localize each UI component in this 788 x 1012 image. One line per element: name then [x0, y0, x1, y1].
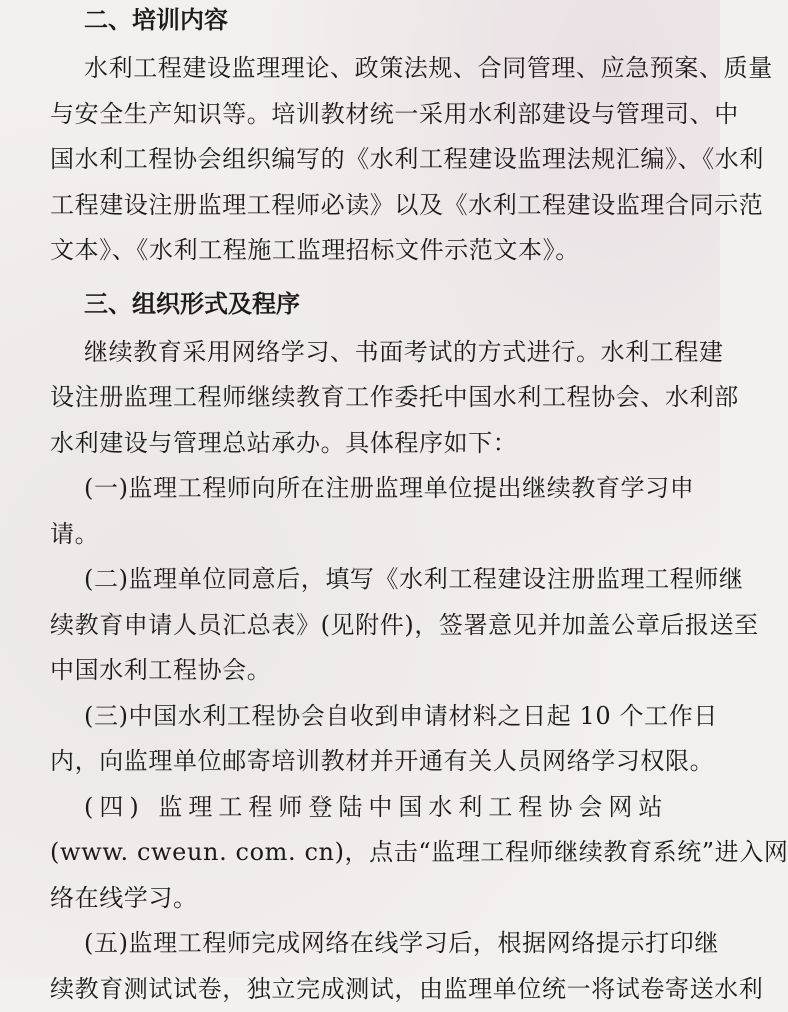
text-line: 文本》、《水利工程施工监理招标文件示范文本》。	[50, 228, 690, 274]
text-line: (四) 监理工程师登陆中国水利工程协会网站	[50, 785, 690, 831]
text-line: 国水利工程协会组织编写的《水利工程建设监理法规汇编》、《水利	[50, 137, 690, 183]
text-line: (www. cweun. com. cn)，点击“监理工程师继续教育系统”进入网	[50, 830, 690, 876]
section-heading-organization: 三、组织形式及程序	[50, 284, 690, 324]
paragraph-step-4	[50, 785, 690, 922]
text-line: 续教育测试试卷，独立完成测试，由监理单位统一将试卷寄送水利	[50, 967, 690, 1012]
text-line: 设注册监理工程师继续教育工作委托中国水利工程协会、水利部	[50, 375, 690, 421]
text-line: (五)监理工程师完成网络在线学习后，根据网络提示打印继	[50, 921, 690, 967]
text-line: 请。	[50, 512, 690, 558]
section-heading-training-content: 二、培训内容	[50, 0, 690, 40]
text-line: 工程建设注册监理工程师必读》以及《水利工程建设监理合同示范	[50, 183, 690, 229]
text-line: 水利工程建设监理理论、政策法规、合同管理、应急预案、质量	[50, 46, 690, 92]
text-line: 络在线学习。	[50, 876, 690, 922]
paragraph-step-3	[50, 694, 690, 785]
document-body	[50, 0, 690, 1012]
paragraph-step-2	[50, 557, 690, 694]
text-line: (二)监理单位同意后，填写《水利工程建设注册监理工程师继	[50, 557, 690, 603]
text-line: 中国水利工程协会。	[50, 648, 690, 694]
text-line: (三)中国水利工程协会自收到申请材料之日起 10 个工作日	[50, 694, 690, 740]
paragraph-step-5	[50, 921, 690, 1012]
paragraph-training-content	[50, 46, 690, 274]
text-line: 与安全生产知识等。培训教材统一采用水利部建设与管理司、中	[50, 92, 690, 138]
text-line: 内，向监理单位邮寄培训教材并开通有关人员网络学习权限。	[50, 739, 690, 785]
paragraph-organization-intro	[50, 330, 690, 467]
text-line: (一)监理工程师向所在注册监理单位提出继续教育学习申	[50, 466, 690, 512]
text-line: 继续教育采用网络学习、书面考试的方式进行。水利工程建	[50, 330, 690, 376]
text-line: 水利建设与管理总站承办。具体程序如下：	[50, 421, 690, 467]
text-line: 续教育申请人员汇总表》(见附件)，签署意见并加盖公章后报送至	[50, 603, 690, 649]
paragraph-step-1	[50, 466, 690, 557]
